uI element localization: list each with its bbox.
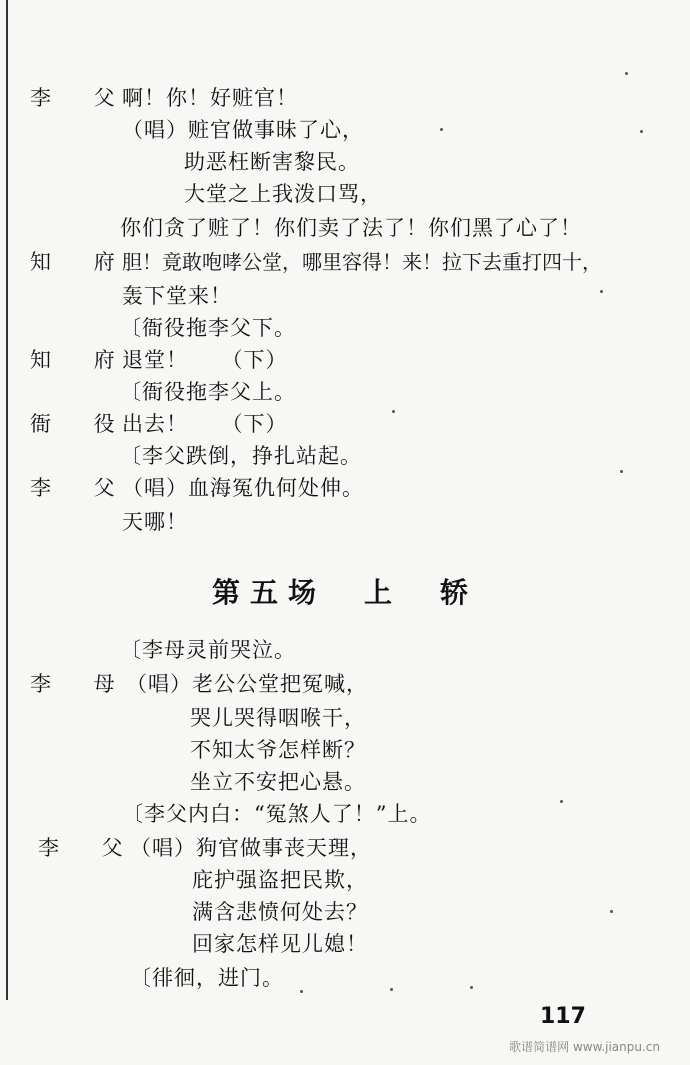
speaker: 知 府 — [30, 348, 133, 372]
line-text: 〔李父内白：“冤煞人了！”上。 — [122, 802, 432, 826]
speaker: 李 母 — [30, 672, 133, 696]
line-text: 坐立不安把心悬。 — [190, 770, 366, 794]
scan-speck — [625, 72, 628, 75]
line-text: 回家怎样见儿媳！ — [192, 932, 368, 956]
line-text: 啊！你！好赃官！ — [122, 86, 298, 110]
line-text: 〔衙役拖李父上。 — [120, 380, 296, 404]
line-text: 满含悲愤何处去？ — [192, 900, 368, 924]
speaker: 李 父 — [38, 836, 141, 860]
line-text: 天哪！ — [122, 510, 188, 534]
scan-speck — [390, 988, 393, 991]
line-text: 不知太爷怎样断？ — [190, 738, 366, 762]
speaker: 衙 役 — [30, 412, 133, 436]
line-text: 〔徘徊，进门。 — [130, 966, 284, 990]
page-number: 117 — [540, 1004, 586, 1029]
line-text: 退堂！ （下） — [122, 348, 288, 372]
line-text: （唱）血海冤仇何处伸。 — [122, 476, 364, 500]
line-text: 大堂之上我泼口骂， — [184, 182, 382, 206]
scan-speck — [392, 410, 395, 413]
scan-speck — [610, 910, 613, 913]
speaker: 李 父 — [30, 86, 133, 110]
watermark: 歌谱简谱网 www.jianpu.cn — [509, 1040, 660, 1054]
left-border-line — [6, 0, 8, 1000]
line-text: 〔李父跌倒，挣扎站起。 — [120, 444, 362, 468]
line-text: 胆！竟敢咆哮公堂，哪里容得！来！拉下去重打四十， — [122, 250, 602, 274]
line-text: 〔李母灵前哭泣。 — [120, 638, 296, 662]
scene-title: 第五场 上 轿 — [211, 576, 478, 609]
line-text: 助恶枉断害黎民。 — [184, 150, 360, 174]
line-text: （唱）老公公堂把冤喊， — [126, 672, 368, 696]
line-text: （唱）狗官做事丧天理， — [130, 836, 372, 860]
scan-speck — [440, 128, 443, 131]
line-text: 哭儿哭得咽喉干， — [190, 706, 366, 730]
scan-speck — [640, 130, 643, 133]
line-text: 庇护强盗把民欺， — [192, 868, 368, 892]
scan-speck — [600, 290, 603, 293]
speaker: 知 府 — [30, 250, 133, 274]
line-text: 轰下堂来！ — [122, 284, 232, 308]
line-text: 你们贪了赃了！你们卖了法了！你们黑了心了！ — [120, 216, 582, 240]
line-text: 〔衙役拖李父下。 — [120, 316, 296, 340]
scan-speck — [620, 470, 623, 473]
scan-speck — [560, 800, 563, 803]
line-text: 出去！ （下） — [122, 412, 288, 436]
scan-speck — [470, 986, 473, 989]
line-text: （唱）赃官做事昧了心， — [122, 118, 364, 142]
scan-speck — [300, 990, 303, 993]
speaker: 李 父 — [30, 476, 133, 500]
